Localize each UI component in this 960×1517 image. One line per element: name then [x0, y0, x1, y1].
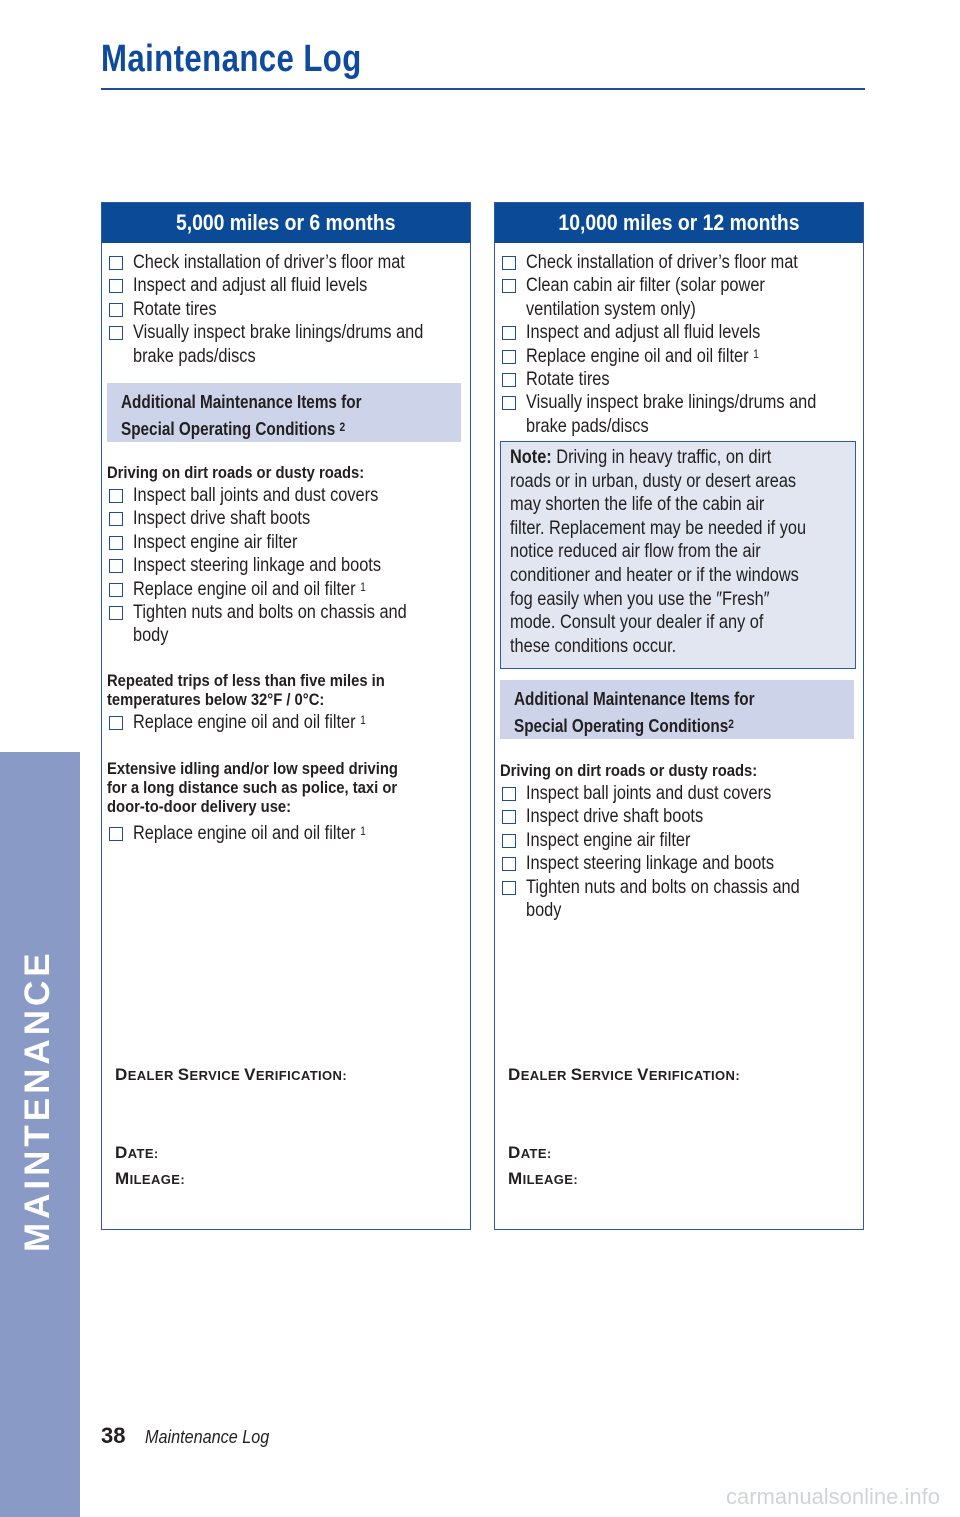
checklist-item[interactable]: Check installation of driver’s floor mat	[498, 251, 859, 274]
interval-header: 10,000 miles or 12 months	[495, 203, 863, 243]
checklist-item[interactable]: Inspect ball joints and dust covers	[498, 782, 859, 805]
checkbox-icon[interactable]	[502, 857, 516, 871]
dirt-roads-checklist	[498, 782, 859, 922]
interval-10000-column	[494, 202, 864, 1230]
checklist-item-continuation: brake pads/discs	[526, 415, 649, 437]
checklist-item-continuation: brake pads/discs	[133, 345, 256, 367]
checklist-item-continuation: ventilation system only)	[526, 298, 696, 320]
checklist-item-continuation: body	[133, 625, 169, 647]
checkbox-icon[interactable]	[109, 583, 123, 597]
date-label: DATE:	[508, 1143, 552, 1162]
checklist-item[interactable]: Tighten nuts and bolts on chassis and	[105, 601, 466, 624]
checkbox-icon[interactable]	[109, 256, 123, 270]
checkbox-icon[interactable]	[109, 512, 123, 526]
title-divider	[101, 88, 865, 90]
checkbox-icon[interactable]	[109, 326, 123, 340]
short-trips-checklist	[105, 711, 466, 734]
checklist-item[interactable]: Rotate tires	[105, 298, 466, 321]
checklist-item[interactable]: Inspect drive shaft boots	[105, 507, 466, 530]
checkbox-icon[interactable]	[502, 350, 516, 364]
cabin-filter-note: Note: Driving in heavy traffic, on dirt roads or in urban, dusty or desert areas may shorten the life of the cabin air filter. Replacement may be needed if you notice reduced air flow from the air conditioner and heater or if the windows fog easily when you use the ″Fresh″ mode. Consult your dealer if any of these conditions occur.	[500, 441, 856, 669]
checkbox-icon[interactable]	[502, 810, 516, 824]
checkbox-icon[interactable]	[109, 279, 123, 293]
checklist-item[interactable]: Inspect steering linkage and boots	[105, 554, 466, 577]
checklist-item-continuation: body	[526, 900, 562, 922]
checklist-item[interactable]: Visually inspect brake linings/drums and	[498, 391, 859, 414]
checklist-item[interactable]: Visually inspect brake linings/drums and	[105, 321, 466, 344]
page-title: Maintenance Log	[101, 38, 362, 80]
checklist-item[interactable]: Replace engine oil and oil filter $^1$	[105, 578, 466, 601]
idling-heading: Extensive idling and/or low speed driving for a long distance such as police, taxi or door-to-door delivery use:	[107, 759, 398, 816]
date-label: DATE:	[115, 1143, 159, 1162]
dealer-verification-label: DEALER SERVICE VERIFICATION:	[115, 1065, 348, 1084]
checklist-item[interactable]: Replace engine oil and oil filter $^1$	[498, 345, 859, 368]
checkbox-icon[interactable]	[502, 834, 516, 848]
section-side-label: MAINTENANCE	[18, 949, 57, 1252]
special-conditions-banner: Additional Maintenance Items for Special Operating Conditions $^2$	[107, 383, 461, 442]
checkbox-icon[interactable]	[109, 559, 123, 573]
checkbox-icon[interactable]	[502, 881, 516, 895]
checkbox-icon[interactable]	[109, 606, 123, 620]
dirt-roads-heading: Driving on dirt roads or dusty roads:	[107, 463, 365, 482]
interval-header: 5,000 miles or 6 months	[102, 203, 470, 243]
checklist-item[interactable]: Inspect and adjust all fluid levels	[498, 321, 859, 344]
checkbox-icon[interactable]	[502, 373, 516, 387]
dirt-roads-heading: Driving on dirt roads or dusty roads:	[500, 761, 758, 780]
checkbox-icon[interactable]	[109, 827, 123, 841]
checklist	[105, 251, 466, 368]
checkbox-icon[interactable]	[109, 489, 123, 503]
checklist-item[interactable]: Inspect ball joints and dust covers	[105, 484, 466, 507]
dirt-roads-checklist	[105, 484, 466, 648]
checkbox-icon[interactable]	[502, 256, 516, 270]
checkbox-icon[interactable]	[109, 536, 123, 550]
checklist-item[interactable]: Replace engine oil and oil filter $^1$	[105, 711, 466, 734]
checkbox-icon[interactable]	[502, 326, 516, 340]
checklist-item[interactable]: Inspect and adjust all fluid levels	[105, 274, 466, 297]
checklist	[498, 251, 859, 438]
footer-section-title: Maintenance Log	[145, 1427, 270, 1447]
short-trips-heading: Repeated trips of less than five miles in temperatures below 32°F / 0°C:	[107, 671, 385, 709]
mileage-label: MILEAGE:	[115, 1169, 186, 1188]
checklist-item[interactable]: Check installation of driver’s floor mat	[105, 251, 466, 274]
checklist-item[interactable]: Inspect steering linkage and boots	[498, 852, 859, 875]
watermark: carmanualsonline.info	[725, 1484, 940, 1509]
page-number: 38	[101, 1423, 126, 1448]
checklist-item[interactable]: Rotate tires	[498, 368, 859, 391]
checkbox-icon[interactable]	[502, 279, 516, 293]
checklist-item[interactable]: Inspect engine air filter	[498, 829, 859, 852]
interval-5000-column	[101, 202, 471, 1230]
mileage-label: MILEAGE:	[508, 1169, 579, 1188]
checkbox-icon[interactable]	[109, 716, 123, 730]
checkbox-icon[interactable]	[502, 396, 516, 410]
checkbox-icon[interactable]	[502, 787, 516, 801]
special-conditions-banner: Additional Maintenance Items for Special Operating Conditions$^2$	[500, 680, 854, 739]
checklist-item[interactable]: Replace engine oil and oil filter $^1$	[105, 822, 466, 845]
checkbox-icon[interactable]	[109, 303, 123, 317]
checklist-item[interactable]: Inspect engine air filter	[105, 531, 466, 554]
checklist-item[interactable]: Clean cabin air filter (solar power	[498, 274, 859, 297]
idling-checklist	[105, 822, 466, 845]
checklist-item[interactable]: Inspect drive shaft boots	[498, 805, 859, 828]
dealer-verification-label: DEALER SERVICE VERIFICATION:	[508, 1065, 741, 1084]
checklist-item[interactable]: Tighten nuts and bolts on chassis and	[498, 876, 859, 899]
